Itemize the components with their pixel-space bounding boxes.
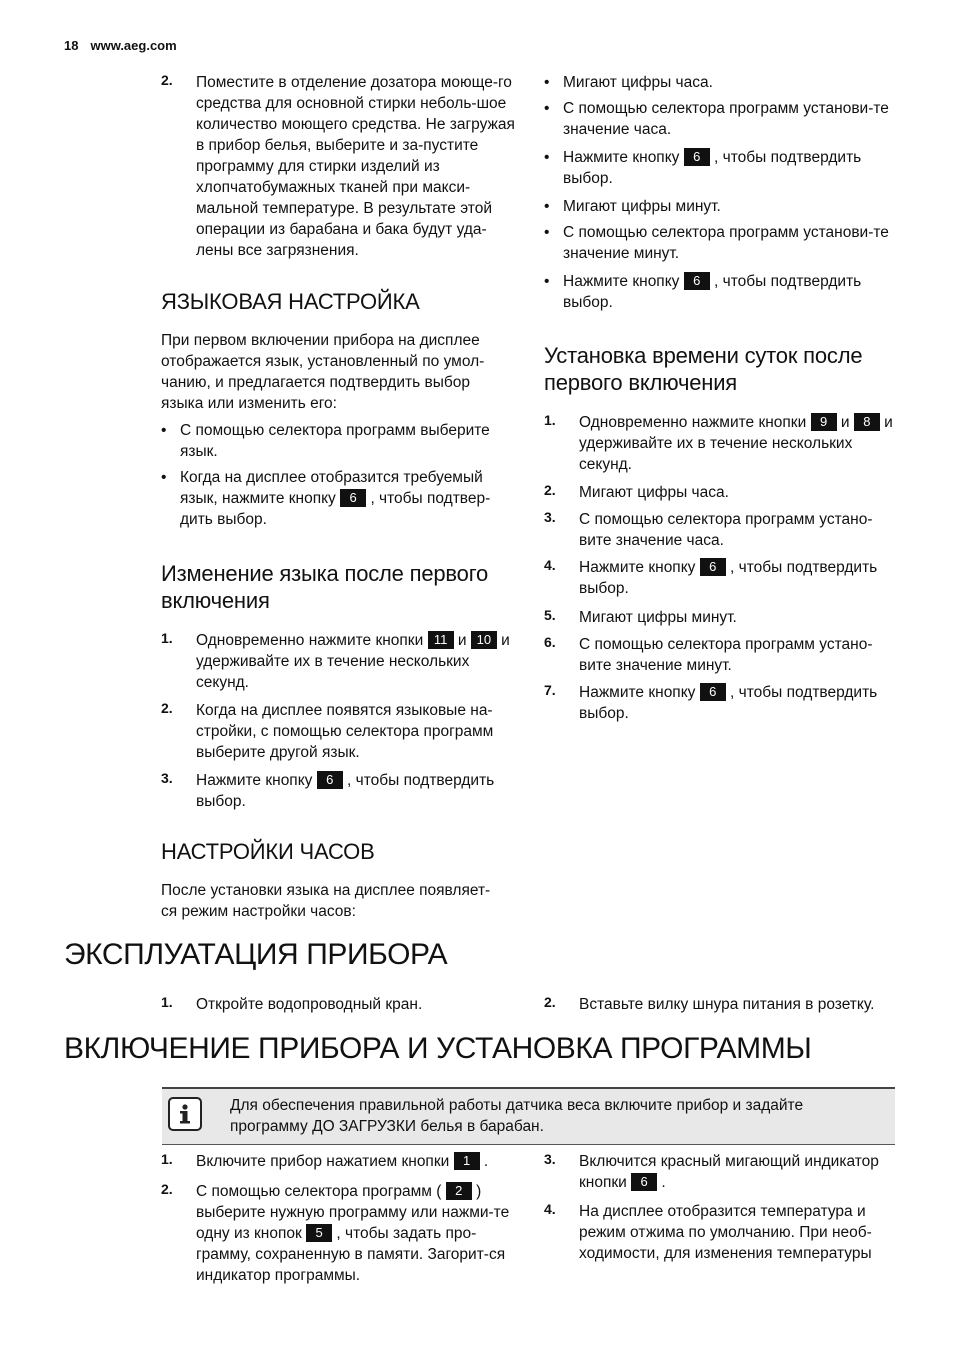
bullet-text: , чтобы подтвердить выбор. (563, 273, 862, 311)
button-key-6: 6 (340, 489, 366, 507)
step-text: Включите прибор нажатием кнопки (196, 1153, 450, 1170)
switch-on-step-4 (544, 1201, 894, 1264)
step-number: 2. (544, 994, 556, 1010)
step-number: 2. (161, 700, 173, 716)
step-text: Когда на дисплее появятся языковые на-стройки, с помощью селектора программ выберите другой язык. (196, 702, 494, 761)
list-item: • Когда на дисплее отобразится требуемый язык, нажмите кнопку 6 , чтобы подтвер-дить выбор. (161, 469, 491, 528)
step-text: Вставьте вилку шнура питания в розетку. (579, 996, 875, 1013)
bullet-text: Мигают цифры часа. (563, 74, 713, 91)
button-key-6: 6 (700, 558, 726, 576)
time-step-3 (544, 509, 894, 551)
info-icon (168, 1097, 202, 1131)
page-number: 18 (64, 38, 79, 53)
switch-on-heading: ВКЛЮЧЕНИЕ ПРИБОРА И УСТАНОВКА ПРОГРАММЫ (64, 1032, 812, 1065)
switch-on-step-3 (544, 1151, 894, 1193)
time-setting-heading: Установка времени суток после первого включения (544, 343, 863, 395)
language-setting-heading: ЯЗЫКОВАЯ НАСТРОЙКА (161, 289, 420, 314)
step-text: С помощью селектора программ устано-вите значение часа. (579, 511, 873, 549)
switch-on-right-steps (544, 1151, 894, 1281)
time-step-1 (544, 412, 894, 475)
time-step-2 (544, 482, 894, 503)
step-text: , чтобы подтвердить выбор. (579, 559, 878, 597)
step-text: ) выберите нужную программу или нажми-те одну из кнопок (196, 1183, 510, 1242)
step-text: и (840, 414, 850, 431)
step-text: Одновременно нажмите кнопки (196, 632, 424, 649)
step-text: . (483, 1153, 489, 1170)
step-text: Включится красный мигающий индикатор кнопки (579, 1153, 879, 1191)
change-step-2 (161, 700, 516, 763)
step-number: 6. (544, 634, 556, 650)
note-text: Для обеспечения правильной работы датчика веса включите прибор и задайте программу ДО ЗАГРУЗКИ белья в барабан. (230, 1097, 804, 1135)
clock-settings-heading: НАСТРОЙКИ ЧАСОВ (161, 839, 375, 864)
bullet-text: Нажмите кнопку (563, 273, 680, 290)
bullet-text: , чтобы подтвердить выбор. (563, 149, 862, 187)
switch-on-step-1 (161, 1151, 516, 1172)
step-text: С помощью селектора программ ( (196, 1183, 442, 1200)
language-intro-text: При первом включении прибора на дисплее отображается язык, установленный по умол-чанию, и предлагается подтвердить выбор языка или изменить его: (161, 332, 485, 412)
operation-heading: ЭКСПЛУАТАЦИЯ ПРИБОРА (64, 938, 448, 971)
switch-on-step-2 (161, 1181, 516, 1286)
page-header (64, 38, 177, 53)
right-column (544, 72, 894, 732)
step-text: Нажмите кнопку (196, 772, 313, 789)
bullet-text: С помощью селектора программ установи-те значение минут. (563, 224, 889, 262)
step-number: 5. (544, 607, 556, 623)
step-text: . (661, 1174, 666, 1191)
step-text: С помощью селектора программ устано-вите значение минут. (579, 636, 873, 674)
button-key-2: 2 (446, 1182, 472, 1200)
step-number: 1. (161, 1151, 173, 1167)
step-number: 4. (544, 557, 556, 573)
switch-on-left-steps (161, 1151, 516, 1311)
change-step-1 (161, 630, 516, 693)
button-key-6: 6 (700, 683, 726, 701)
button-key-6: 6 (631, 1173, 657, 1191)
step-text: и удерживайте их в течение нескольких секунд. (579, 414, 893, 473)
step-text: и (457, 632, 467, 649)
clock-intro-text: После установки языка на дисплее появляет-ся режим настройки часов: (161, 882, 491, 920)
list-item: • С помощью селектора программ установи-те значение часа. (544, 98, 894, 140)
bullet-text: С помощью селектора программ установи-те значение часа. (563, 100, 889, 138)
step-number: 1. (544, 412, 556, 428)
step-text: и удерживайте их в течение нескольких секунд. (196, 632, 510, 691)
button-key-11: 11 (428, 631, 454, 649)
step-number: 2. (544, 482, 556, 498)
bullet-text: С помощью селектора программ выберите язык. (180, 422, 490, 460)
button-key-8: 8 (854, 413, 880, 431)
step-number: 3. (161, 770, 173, 786)
info-note (162, 1087, 895, 1145)
step-number: 7. (544, 682, 556, 698)
step-number: 3. (544, 1151, 556, 1167)
button-key-1: 1 (454, 1152, 480, 1170)
step-text: Мигают цифры часа. (579, 484, 729, 501)
step-number: 1. (161, 994, 173, 1010)
step-text: Мигают цифры минут. (579, 609, 737, 626)
button-key-9: 9 (811, 413, 837, 431)
list-item: • Мигают цифры часа. (544, 72, 894, 93)
list-item: • С помощью селектора программ установи-те значение минут. (544, 222, 894, 264)
step-number: 2. (161, 72, 173, 88)
bullet-text: Нажмите кнопку (563, 149, 680, 166)
step-text: , чтобы подтвердить выбор. (579, 684, 878, 722)
step-number: 4. (544, 1201, 556, 1217)
button-key-10: 10 (471, 631, 497, 649)
list-item: • Нажмите кнопку 6 , чтобы подтвердить выбор. (544, 273, 862, 311)
bullet-text: Мигают цифры минут. (563, 198, 721, 215)
step-text: Поместите в отделение дозатора моюще-го средства для основной стирки неболь-шое количество моющего средства. Не загружая в прибор белья, выберите и за-пустите программу для стирки изделий из хлопчатобумажных тканей при макси-мальной температуре. В результате этой операции из барабана и бака будут уда-лены все загрязнения. (196, 74, 515, 259)
change-step-3 (161, 770, 516, 812)
step-number: 1. (161, 630, 173, 646)
step-text: Нажмите кнопку (579, 559, 696, 576)
step-text: , чтобы подтвердить выбор. (196, 772, 495, 810)
time-step-4 (544, 557, 894, 599)
step-text: Нажмите кнопку (579, 684, 696, 701)
bullet-text: , чтобы подтвер-дить выбор. (180, 490, 491, 528)
button-key-6: 6 (684, 272, 710, 290)
button-key-5: 5 (306, 1224, 332, 1242)
step-number: 3. (544, 509, 556, 525)
step-text: , чтобы задать про-грамму, сохраненную в памяти. Загорит-ся индикатор программы. (196, 1225, 506, 1284)
time-step-6 (544, 634, 894, 676)
step-text: Одновременно нажмите кнопки (579, 414, 807, 431)
list-item: • Мигают цифры минут. (544, 196, 894, 217)
button-key-6: 6 (317, 771, 343, 789)
list-item: • С помощью селектора программ выберите язык. (161, 420, 516, 462)
intro-step (161, 72, 516, 261)
change-language-heading: Изменение языка после первого включения (161, 561, 489, 613)
step-text: Откройте водопроводный кран. (196, 996, 423, 1013)
site-url: www.aeg.com (90, 38, 177, 53)
step-text: На дисплее отобразится температура и режим отжима по умолчанию. При необ-ходимости, для изменения температуры (579, 1203, 872, 1262)
step-number: 2. (161, 1181, 173, 1197)
time-step-7 (544, 682, 894, 724)
left-column (161, 72, 516, 932)
bullet-text: Когда на дисплее отобразится требуемый язык, нажмите кнопку (180, 469, 483, 507)
time-step-5 (544, 607, 894, 628)
list-item: • Нажмите кнопку 6 , чтобы подтвердить выбор. (544, 149, 862, 187)
button-key-6: 6 (684, 148, 710, 166)
